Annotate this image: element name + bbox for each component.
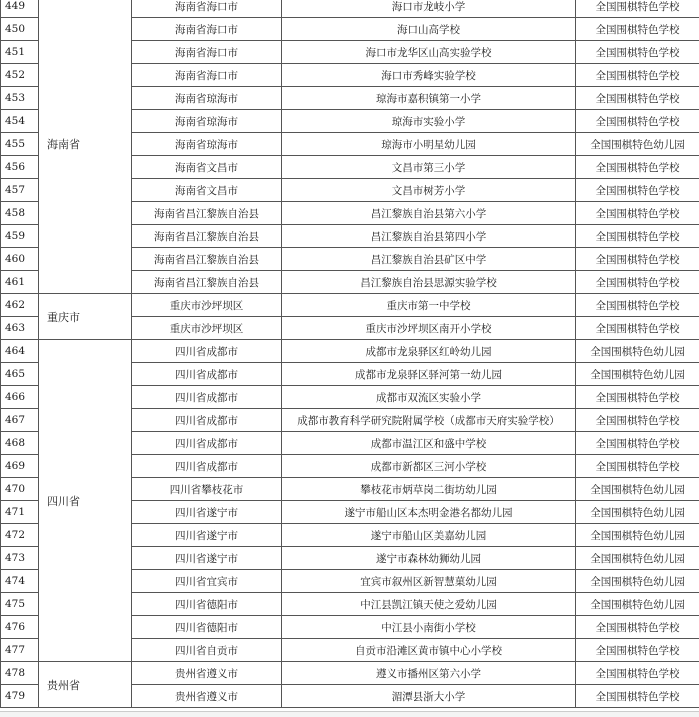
type-cell: 全国围棋特色学校 (576, 202, 699, 225)
city-cell: 海南省昌江黎族自治县 (132, 202, 282, 225)
type-cell: 全国围棋特色学校 (576, 685, 699, 708)
row-number: 467 (1, 409, 39, 432)
city-cell: 四川省成都市 (132, 432, 282, 455)
city-cell: 海南省琼海市 (132, 133, 282, 156)
type-cell: 全国围棋特色幼儿园 (576, 133, 699, 156)
table-row (1, 662, 699, 685)
type-cell: 全国围棋特色幼儿园 (576, 340, 699, 363)
school-cell: 昌江黎族自治县第六小学 (282, 202, 576, 225)
city-cell: 四川省攀枝花市 (132, 478, 282, 501)
row-number: 460 (1, 248, 39, 271)
school-cell: 海口市龙华区山高实验学校 (282, 41, 576, 64)
type-cell: 全国围棋特色学校 (576, 616, 699, 639)
school-cell: 琼海市嘉积镇第一小学 (282, 87, 576, 110)
row-number: 469 (1, 455, 39, 478)
row-number: 470 (1, 478, 39, 501)
type-cell: 全国围棋特色幼儿园 (576, 478, 699, 501)
province-cell: 贵州省 (39, 662, 132, 708)
row-number: 463 (1, 317, 39, 340)
page-bottom-edge (0, 711, 699, 717)
school-cell: 昌江黎族自治县思源实验学校 (282, 271, 576, 294)
city-cell: 海南省海口市 (132, 64, 282, 87)
type-cell: 全国围棋特色学校 (576, 294, 699, 317)
type-cell: 全国围棋特色学校 (576, 455, 699, 478)
school-cell: 遂宁市船山区美嘉幼儿园 (282, 524, 576, 547)
city-cell: 海南省海口市 (132, 0, 282, 18)
row-number: 450 (1, 18, 39, 41)
city-cell: 四川省自贡市 (132, 639, 282, 662)
row-number: 474 (1, 570, 39, 593)
row-number: 461 (1, 271, 39, 294)
school-cell: 遵义市播州区第六小学 (282, 662, 576, 685)
type-cell: 全国围棋特色学校 (576, 271, 699, 294)
row-number: 464 (1, 340, 39, 363)
row-number: 452 (1, 64, 39, 87)
row-number: 475 (1, 593, 39, 616)
type-cell: 全国围棋特色学校 (576, 662, 699, 685)
school-cell: 自贡市沿滩区黄市镇中心小学校 (282, 639, 576, 662)
school-cell: 成都市新都区三河小学校 (282, 455, 576, 478)
type-cell: 全国围棋特色学校 (576, 87, 699, 110)
school-cell: 琼海市实验小学 (282, 110, 576, 133)
school-cell: 成都市双流区实验小学 (282, 386, 576, 409)
type-cell: 全国围棋特色幼儿园 (576, 547, 699, 570)
school-cell: 海口市秀峰实验学校 (282, 64, 576, 87)
city-cell: 四川省德阳市 (132, 593, 282, 616)
school-cell: 攀枝花市炳草岗二街坊幼儿园 (282, 478, 576, 501)
row-number: 478 (1, 662, 39, 685)
school-cell: 成都市教育科学研究院附属学校（成都市天府实验学校） (282, 409, 576, 432)
table-row (1, 0, 699, 18)
city-cell: 四川省德阳市 (132, 616, 282, 639)
school-cell: 中江县凯江镇天使之爱幼儿园 (282, 593, 576, 616)
school-cell: 海口山高学校 (282, 18, 576, 41)
row-number: 454 (1, 110, 39, 133)
row-number: 451 (1, 41, 39, 64)
city-cell: 四川省遂宁市 (132, 524, 282, 547)
school-cell: 遂宁市森林幼狮幼儿园 (282, 547, 576, 570)
type-cell: 全国围棋特色幼儿园 (576, 593, 699, 616)
type-cell: 全国围棋特色学校 (576, 386, 699, 409)
city-cell: 四川省成都市 (132, 386, 282, 409)
school-cell: 成都市温江区和盛中学校 (282, 432, 576, 455)
school-cell: 湄潭县浙大小学 (282, 685, 576, 708)
city-cell: 四川省宜宾市 (132, 570, 282, 593)
type-cell: 全国围棋特色学校 (576, 225, 699, 248)
type-cell: 全国围棋特色幼儿园 (576, 524, 699, 547)
city-cell: 四川省成都市 (132, 340, 282, 363)
type-cell: 全国围棋特色学校 (576, 409, 699, 432)
province-cell: 海南省 (39, 0, 132, 294)
city-cell: 四川省成都市 (132, 363, 282, 386)
school-cell: 重庆市第一中学校 (282, 294, 576, 317)
type-cell: 全国围棋特色学校 (576, 110, 699, 133)
city-cell: 四川省成都市 (132, 455, 282, 478)
type-cell: 全国围棋特色学校 (576, 179, 699, 202)
row-number: 456 (1, 156, 39, 179)
school-cell: 昌江黎族自治县第四小学 (282, 225, 576, 248)
school-cell: 文昌市树芳小学 (282, 179, 576, 202)
school-cell: 成都市龙泉驿区驿河第一幼儿园 (282, 363, 576, 386)
school-cell: 海口市龙岐小学 (282, 0, 576, 18)
type-cell: 全国围棋特色幼儿园 (576, 363, 699, 386)
row-number: 477 (1, 639, 39, 662)
row-number: 453 (1, 87, 39, 110)
table-row (1, 294, 699, 317)
row-number: 455 (1, 133, 39, 156)
type-cell: 全国围棋特色学校 (576, 0, 699, 18)
type-cell: 全国围棋特色幼儿园 (576, 570, 699, 593)
type-cell: 全国围棋特色学校 (576, 317, 699, 340)
type-cell: 全国围棋特色学校 (576, 248, 699, 271)
row-number: 449 (1, 0, 39, 18)
province-cell: 四川省 (39, 340, 132, 662)
row-number: 476 (1, 616, 39, 639)
city-cell: 海南省琼海市 (132, 87, 282, 110)
row-number: 472 (1, 524, 39, 547)
school-cell: 中江县小南街小学校 (282, 616, 576, 639)
city-cell: 贵州省遵义市 (132, 662, 282, 685)
type-cell: 全国围棋特色学校 (576, 64, 699, 87)
type-cell: 全国围棋特色学校 (576, 41, 699, 64)
row-number: 468 (1, 432, 39, 455)
city-cell: 海南省文昌市 (132, 179, 282, 202)
city-cell: 海南省昌江黎族自治县 (132, 248, 282, 271)
city-cell: 四川省遂宁市 (132, 501, 282, 524)
city-cell: 四川省遂宁市 (132, 547, 282, 570)
row-number: 457 (1, 179, 39, 202)
city-cell: 海南省文昌市 (132, 156, 282, 179)
row-number: 479 (1, 685, 39, 708)
row-number: 458 (1, 202, 39, 225)
school-cell: 文昌市第三小学 (282, 156, 576, 179)
city-cell: 海南省海口市 (132, 41, 282, 64)
school-cell: 重庆市沙坪坝区南开小学校 (282, 317, 576, 340)
row-number: 466 (1, 386, 39, 409)
type-cell: 全国围棋特色幼儿园 (576, 501, 699, 524)
row-number: 465 (1, 363, 39, 386)
city-cell: 海南省昌江黎族自治县 (132, 225, 282, 248)
type-cell: 全国围棋特色学校 (576, 18, 699, 41)
school-cell: 昌江黎族自治县矿区中学 (282, 248, 576, 271)
city-cell: 重庆市沙坪坝区 (132, 294, 282, 317)
type-cell: 全国围棋特色学校 (576, 156, 699, 179)
row-number: 471 (1, 501, 39, 524)
school-cell: 成都市龙泉驿区红岭幼儿园 (282, 340, 576, 363)
city-cell: 重庆市沙坪坝区 (132, 317, 282, 340)
school-cell: 宜宾市叙州区新智慧菓幼儿园 (282, 570, 576, 593)
row-number: 459 (1, 225, 39, 248)
city-cell: 四川省成都市 (132, 409, 282, 432)
type-cell: 全国围棋特色学校 (576, 639, 699, 662)
type-cell: 全国围棋特色学校 (576, 432, 699, 455)
city-cell: 海南省昌江黎族自治县 (132, 271, 282, 294)
row-number: 473 (1, 547, 39, 570)
city-cell: 海南省海口市 (132, 18, 282, 41)
city-cell: 贵州省遵义市 (132, 685, 282, 708)
row-number: 462 (1, 294, 39, 317)
city-cell: 海南省琼海市 (132, 110, 282, 133)
school-cell: 遂宁市船山区本杰明金港名都幼儿园 (282, 501, 576, 524)
province-cell: 重庆市 (39, 294, 132, 340)
table-row (1, 340, 699, 363)
school-cell: 琼海市小明星幼儿园 (282, 133, 576, 156)
